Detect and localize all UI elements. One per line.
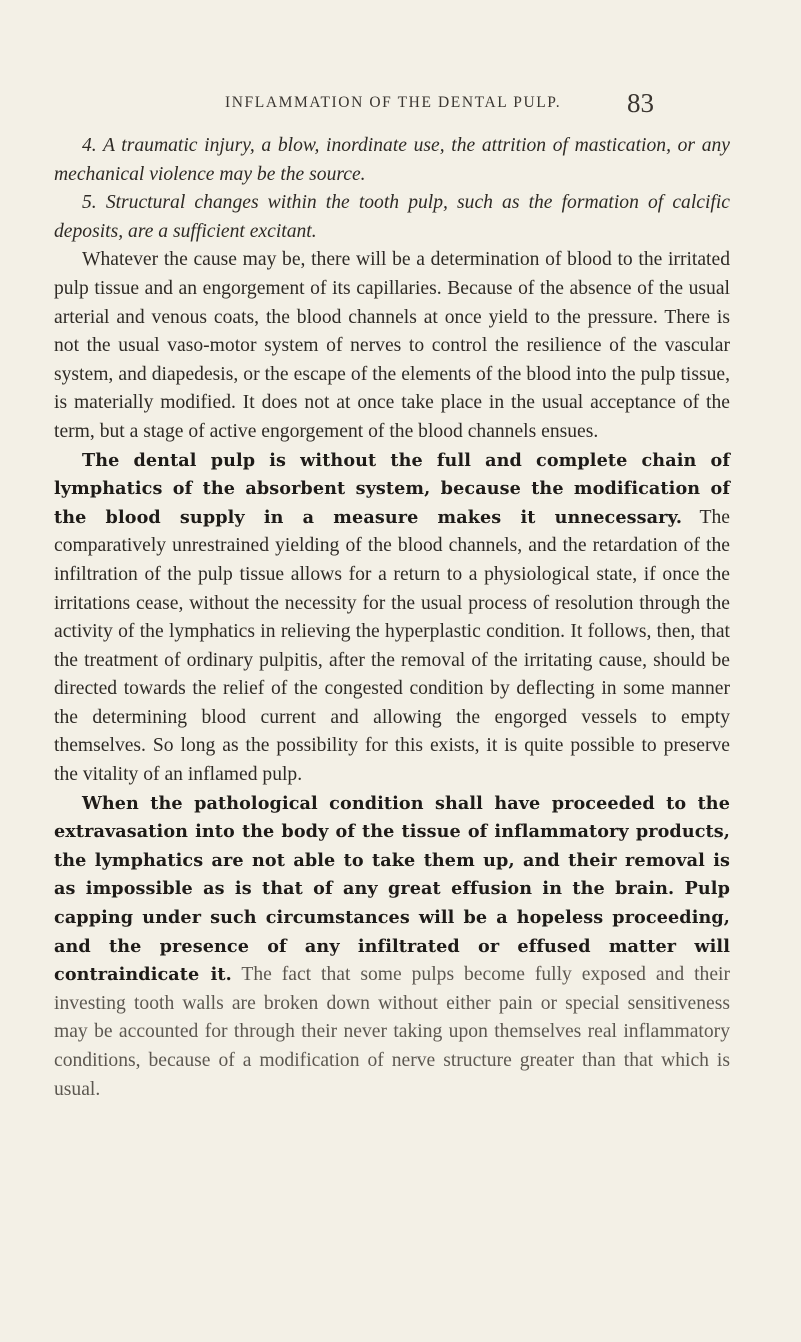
paragraph-continuation: The fact that some pulps become fully exposed and their investing tooth walls are broken down without either pain or special sensitiveness may be accounted for through their never taking upon themselves real inflammatory conditions, because of a modification of nerve structure greater than that which is usual. <box>54 964 730 1100</box>
page-number: 83 <box>627 88 654 118</box>
item-number: 5. <box>82 192 97 214</box>
bold-statement: When the pathological condition shall have proceeded to the extravasation into the body of the tissue of inflammatory products, the lymphatics are not able to take them up, and their removal is as impossible as is that of any great effusion in the brain. Pulp capping under such circumstances will be a hopeless proceeding, and the presence of any infiltrated or effused matter will contraindicate it. <box>54 792 730 986</box>
item-text: A traumatic injury, a blow, inordinate use, the attrition of mastication, or any mechanical violence may be the source. <box>54 135 731 185</box>
list-item <box>54 132 730 189</box>
paragraph-continuation: The comparatively unrestrained yielding of the blood channels, and the retardation of the infiltration of the pulp tissue allows for a return to a physiological state, if once the irritations cease, without the necessity for the usual process of resolution through the activity of the lymphatics in relieving the hyperplastic condition. It follows, then, that the treatment of ordinary pulpitis, after the removal of the irritating cause, should be directed towards the relief of the congested condition by deflecting in some manner the determining blood current and allowing the engorged vessels to empty themselves. So long as the possibility for this exists, it is quite possible to preserve the vitality of an inflamed pulp. <box>54 506 730 786</box>
list-item <box>54 189 730 246</box>
bold-statement: The dental pulp is without the full and complete chain of lymphatics of the absorbent system, because the modification of the blood supply in a measure makes it unnecessary. <box>54 449 730 528</box>
paragraph-pathological <box>54 790 730 1105</box>
running-head <box>0 88 801 118</box>
item-text: Structural changes within the tooth pulp, such as the formation of calcific deposits, are a sufficient excitant. <box>54 192 731 242</box>
body-text <box>54 132 730 1104</box>
paragraph-lymphatics <box>54 447 730 790</box>
running-title: INFLAMMATION OF THE DENTAL PULP. <box>225 94 562 111</box>
paragraph-determination: Whatever the cause may be, there will be a determination of blood to the irritated pulp tissue and an engorgement of its capillaries. Because of the absence of the usual arterial and venous coats, the blood channels at once yield to the pressure. There is not the usual vaso-motor system of nerves to control the resilience of the vascular system, and diapedesis, or the escape of the elements of the blood into the pulp tissue, is materially modified. It does not at once take place in the usual acceptance of the term, but a stage of active engorgement of the blood channels ensues. <box>54 249 730 442</box>
item-number: 4. <box>82 135 97 156</box>
